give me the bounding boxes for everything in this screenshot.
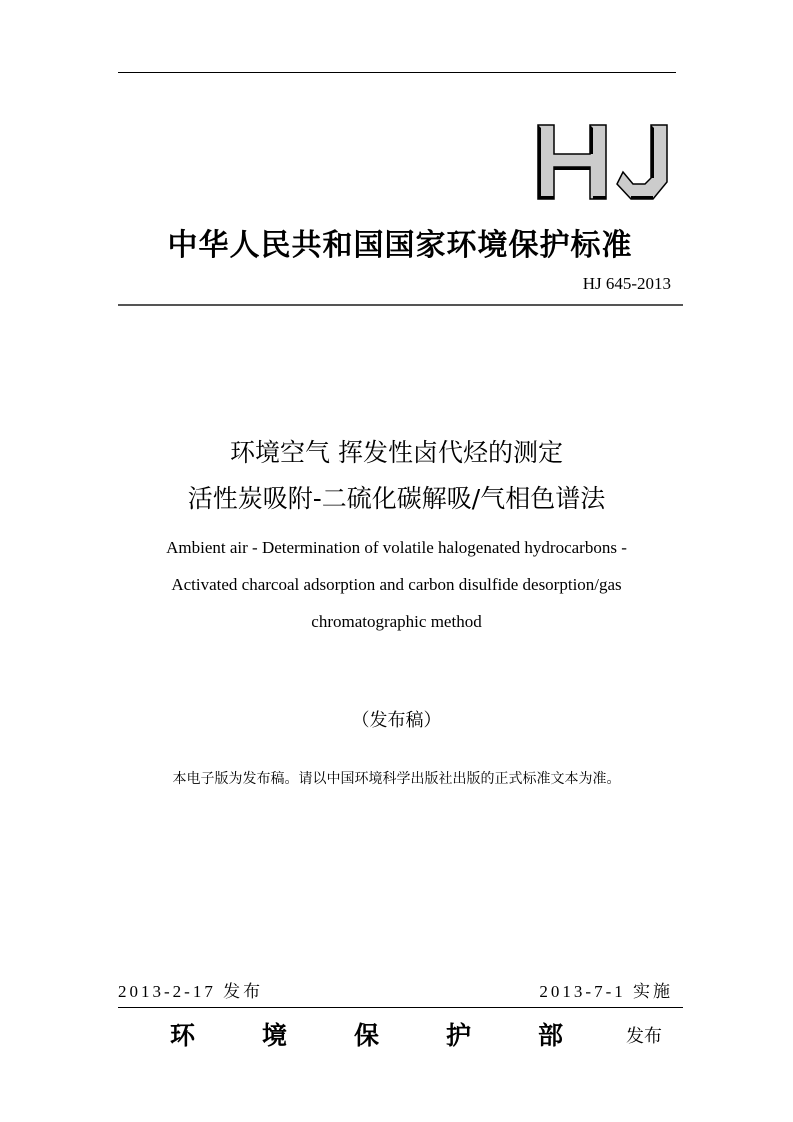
title-en-line-1: Ambient air - Determination of volatile halogenated hydrocarbons - bbox=[166, 538, 627, 557]
notice-text: 本电子版为发布稿。请以中国环境科学出版社出版的正式标准文本为准。 bbox=[172, 771, 621, 787]
footer-rule bbox=[118, 1007, 683, 1008]
issuer-char: 部 bbox=[538, 1021, 564, 1050]
standard-number: HJ 645-2013 bbox=[582, 274, 671, 293]
title-cn-line-2: 活性炭吸附-二硫化碳解吸/气相色谱法 bbox=[187, 484, 606, 513]
header-rule bbox=[118, 304, 683, 306]
top-rule bbox=[118, 72, 676, 73]
issuer-char: 境 bbox=[262, 1021, 288, 1050]
issued-label: 发布 bbox=[626, 1026, 662, 1047]
implement-date: 2013-7-1 实施 bbox=[539, 982, 673, 1001]
issuer-char: 护 bbox=[446, 1021, 472, 1050]
title-en-line-3: chromatographic method bbox=[311, 612, 482, 631]
draft-label: （发布稿） bbox=[351, 710, 442, 731]
title-cn-line-1: 环境空气 挥发性卤代烃的测定 bbox=[230, 438, 563, 467]
issuer-char: 保 bbox=[354, 1021, 380, 1050]
main-title: 中华人民共和国国家环境保护标准 bbox=[167, 228, 633, 263]
publish-date: 2013-2-17 发布 bbox=[118, 982, 264, 1001]
issuer-char: 环 bbox=[170, 1021, 196, 1050]
issuer-name bbox=[170, 1016, 630, 1052]
hj-logo bbox=[533, 122, 673, 202]
title-en-line-2: Activated charcoal adsorption and carbon disulfide desorption/gas bbox=[171, 575, 622, 594]
